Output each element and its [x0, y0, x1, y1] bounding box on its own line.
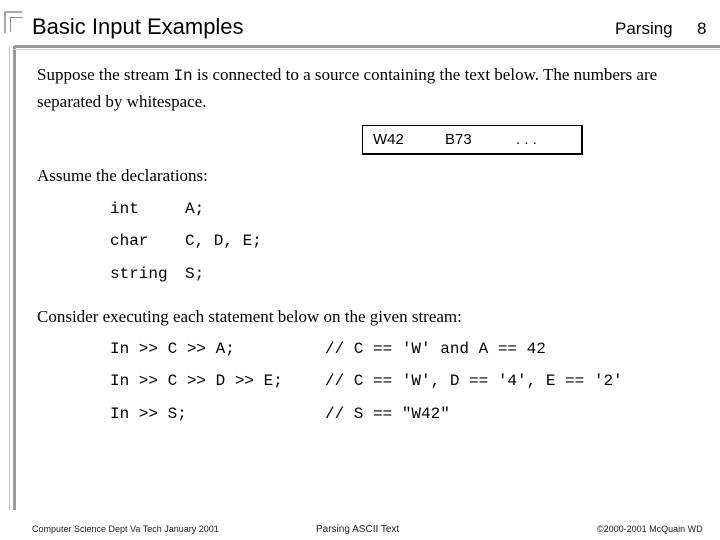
statement-code: In >> C >> D >> E;	[110, 372, 283, 390]
statement-code: In >> C >> A;	[110, 340, 235, 358]
slide-topic: Parsing	[615, 19, 673, 38]
stream-token: W42	[373, 131, 404, 148]
page-number: 8	[697, 19, 707, 38]
slide-title: Basic Input Examples	[32, 14, 244, 39]
stream-name: In	[173, 67, 193, 85]
title-rule	[14, 45, 720, 48]
corner-frame-inner	[10, 17, 23, 32]
statement-comment: // S == "W42"	[325, 405, 450, 423]
left-rule	[13, 46, 16, 510]
footer-right: ©2000-2001 McQuain WD	[597, 524, 703, 534]
decl-vars: C, D, E;	[185, 232, 262, 250]
decl-type: char	[110, 232, 149, 250]
statement-comment: // C == 'W' and A == 42	[325, 340, 546, 358]
decl-vars: A;	[185, 200, 205, 218]
stream-ellipsis: . . .	[516, 131, 537, 148]
left-rule-light	[9, 46, 10, 510]
decl-vars: S;	[185, 265, 205, 283]
stream-contents-box	[362, 125, 583, 155]
footer-left: Computer Science Dept Va Tech January 2001	[32, 524, 219, 534]
stream-token: B73	[445, 131, 472, 148]
statement-comment: // C == 'W', D == '4', E == '2'	[325, 372, 623, 390]
decl-type: string	[110, 265, 168, 283]
intro-paragraph	[37, 62, 697, 114]
intro-text-before: Suppose the stream	[37, 65, 174, 84]
title-rule-light	[14, 49, 720, 50]
assume-label: Assume the declarations:	[37, 166, 208, 185]
decl-type: int	[110, 200, 139, 218]
footer-center: Parsing ASCII Text	[316, 524, 400, 535]
intro-text-after: is connected to a source containing the text below. The numbers are separated by whitespace.	[37, 65, 658, 111]
statement-code: In >> S;	[110, 405, 187, 423]
consider-label: Consider executing each statement below on the given stream:	[37, 307, 462, 326]
